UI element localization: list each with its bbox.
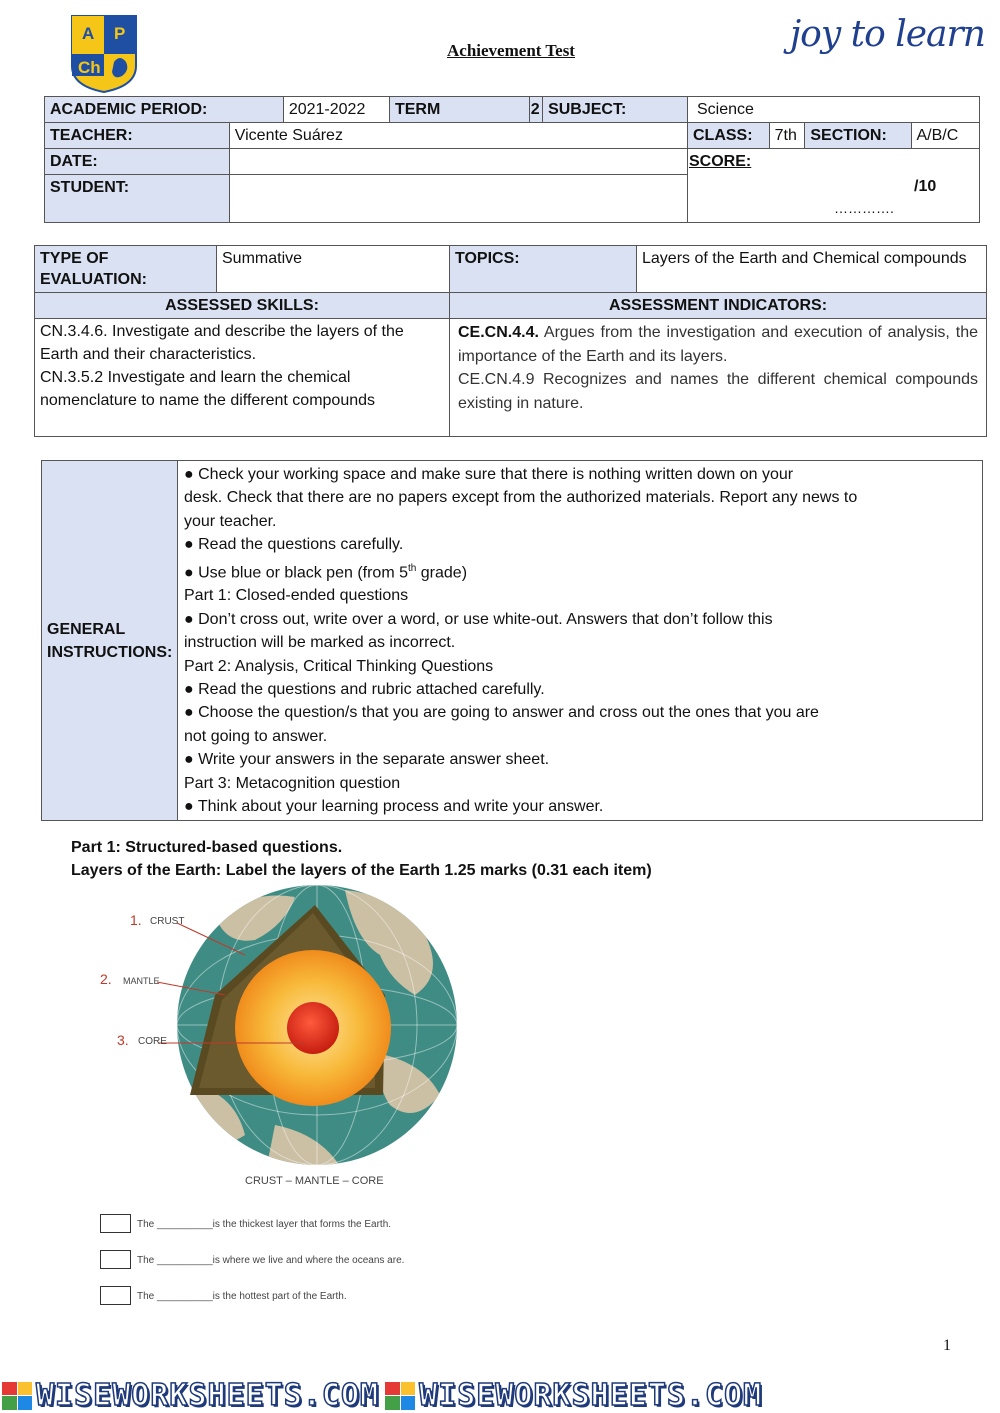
school-logo [70,14,138,94]
teacher-label: TEACHER: [45,123,230,149]
student-field[interactable] [229,175,687,223]
instruction-line: Part 1: Closed-ended questions [184,587,409,605]
instruction-line: ● Don’t cross out, write over a word, or use white-out. Answers that don’t follow this [184,610,773,628]
subject-label: SUBJECT: [543,97,688,123]
page-title: Achievement Test [447,41,575,60]
answer-blank[interactable]: __________ [157,1219,213,1230]
instruction-line: your teacher. [184,512,277,530]
instruction-line: ● Write your answers in the separate answer sheet. [184,751,550,769]
watermark-text: WISEWORKSHEETS.COM [36,1378,380,1413]
score-cell[interactable] [688,149,980,223]
section-label: SECTION: [805,123,911,149]
page-number: 1 [943,1337,951,1354]
word-bank: CRUST – MANTLE – CORE [245,1175,384,1187]
teacher-value: Vicente Suárez [229,123,687,149]
assessment-indicators-header: ASSESSMENT INDICATORS: [450,293,987,319]
date-field[interactable] [229,149,687,175]
watermark-segment [2,1378,379,1413]
logo-letter-ch: Ch [78,58,101,77]
instruction-text: ● Use blue or black pen (from 5 [184,563,408,581]
academic-period-label: ACADEMIC PERIOD: [45,97,284,123]
indicator-item: CE.CN.4.9 Recognizes and names the different chemical compounds existing in nature. [458,371,978,412]
score-dots: …………. [834,200,894,216]
logo-letter-a: A [82,24,95,43]
answer-box[interactable] [100,1250,131,1269]
question-text [137,1219,391,1230]
part1-subheading: Layers of the Earth: Label the layers of the Earth 1.25 marks (0.31 each item) [71,862,652,879]
question-sentence: is the thickest layer that forms the Earth. [212,1219,392,1230]
answer-box[interactable] [100,1286,131,1305]
term-value: 2 [529,97,542,123]
academic-period-value: 2021-2022 [283,97,389,123]
instruction-line: desk. Check that there are no papers except from the authorized materials. Report any news to [184,489,858,507]
indicator-item [458,321,978,368]
label-core: CORE [138,1036,167,1047]
instructions-table [41,460,983,821]
label-number: 1. [130,912,142,928]
evaluation-type-label: TYPE OF EVALUATION: [35,246,217,293]
instruction-text: grade) [416,563,468,581]
label-crust: CRUST [150,916,185,927]
school-logo-shield [70,14,138,94]
answer-box[interactable] [100,1214,131,1233]
student-label: STUDENT: [45,175,230,223]
answer-blank[interactable]: __________ [157,1255,213,1266]
score-label: SCORE: [689,153,752,170]
topics-value: Layers of the Earth and Chemical compounds [637,246,987,293]
instructions-list [178,461,983,821]
earth-diagram [95,885,475,1195]
instruction-superscript: th [407,562,417,574]
answer-blank[interactable]: __________ [157,1291,213,1302]
subject-value: Science [688,97,980,123]
watermark-text: WISEWORKSHEETS.COM [419,1378,763,1413]
watermark-logo-icon [385,1382,415,1410]
instruction-line: ● Check your working space and make sure that there is nothing written down on your [184,466,794,483]
evaluation-type-value: Summative [217,246,450,293]
term-label: TERM [389,97,529,123]
class-value: 7th [769,123,805,149]
brand-slogan: joy to learn [790,14,985,55]
question-text [137,1255,404,1266]
question-sentence: is where we live and where the oceans are. [212,1255,405,1266]
topics-label: TOPICS: [450,246,637,293]
watermark-segment [385,1378,762,1413]
inner-core-layer [287,1002,339,1054]
indicator-text: Argues from the investigation and execution of analysis, the importance of the Earth and its layers. [458,324,978,365]
assessed-skills-header: ASSESSED SKILLS: [35,293,450,319]
instructions-label: GENERAL INSTRUCTIONS: [42,461,178,821]
score-total: /10 [914,178,937,195]
section-value: A/B/C [911,123,980,149]
watermark-logo-icon [2,1382,32,1410]
skill-item: CN.3.5.2 Investigate and learn the chemical nomenclature to name the different compounds [40,369,376,409]
instruction-line: instruction will be marked as incorrect. [184,634,456,652]
evaluation-table [34,245,987,437]
info-table [44,96,980,223]
assessed-skills-cell [35,319,450,437]
logo-letter-p: P [114,24,126,43]
instruction-line: not going to answer. [184,727,328,745]
watermark-banner [0,1378,1000,1413]
part1-heading: Part 1: Structured-based questions. [71,839,343,856]
indicator-code: CE.CN.4.4. [458,324,539,341]
instruction-line: Part 3: Metacognition question [184,774,401,792]
class-label: CLASS: [688,123,770,149]
question-prefix: The [137,1291,155,1302]
question-sentence: is the hottest part of the Earth. [212,1291,347,1302]
instruction-line: ● Think about your learning process and write your answer. [184,798,604,816]
instruction-line: ● Read the questions carefully. [184,536,404,554]
date-label: DATE: [45,149,230,175]
instruction-line: ● Read the questions and rubric attached carefully. [184,680,545,698]
instruction-line [184,557,976,585]
instruction-line: ● Choose the question/s that you are going to answer and cross out the ones that you are [184,704,819,722]
question-prefix: The [137,1219,155,1230]
label-mantle: MANTLE [123,976,160,986]
question-text [137,1291,347,1302]
instruction-line: Part 2: Analysis, Critical Thinking Questions [184,657,494,675]
assessment-indicators-cell [450,319,987,437]
label-number: 3. [117,1032,129,1048]
earth-illustration [95,885,475,1185]
question-prefix: The [137,1255,155,1266]
label-number: 2. [100,971,112,987]
skill-item: CN.3.4.6. Investigate and describe the layers of the Earth and their characteristics. [40,323,404,363]
